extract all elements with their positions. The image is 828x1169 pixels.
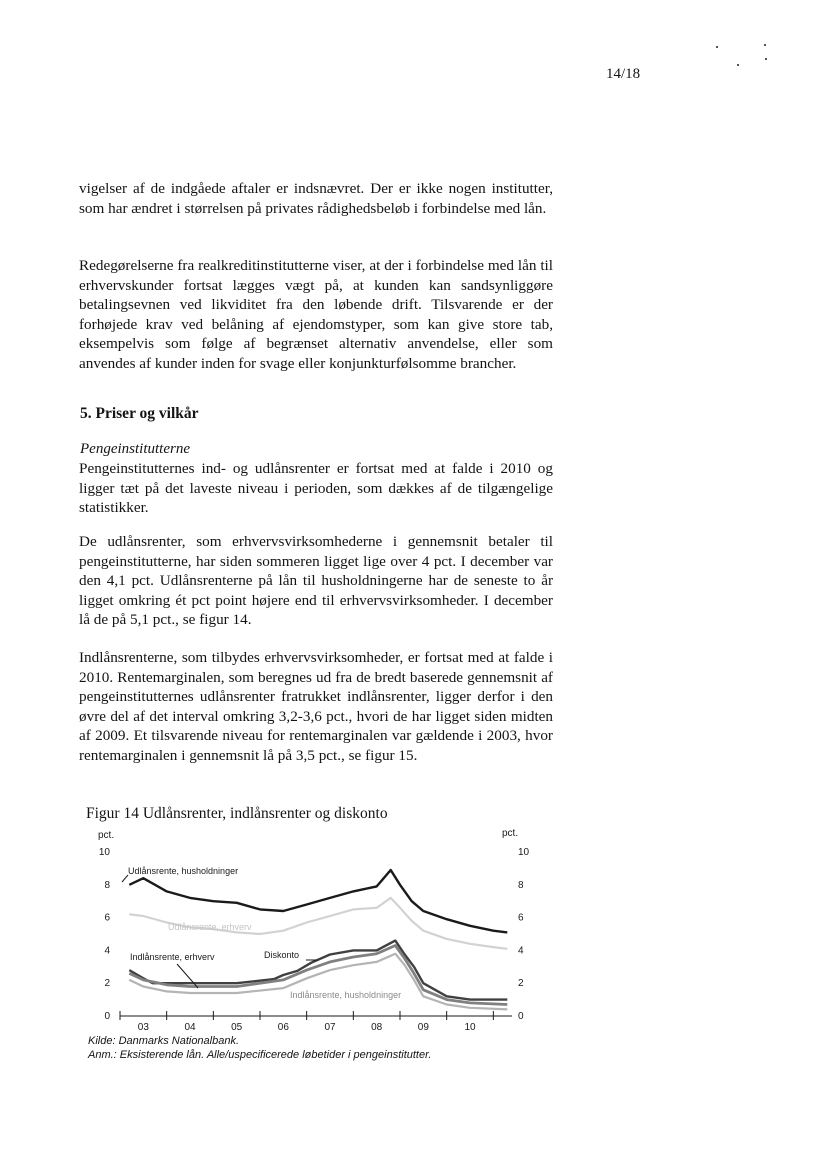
paragraph-3: Pengeinstitutternes ind- og udlånsrenter er fortsat med at falde i 2010 og ligger tæt på det laveste niveau i perioden, som dækkes af de tilgængelige statistikker. <box>79 460 553 517</box>
paragraph-1: vigelser af de indgåede aftaler er indsnævret. Der er ikke nogen institutter, som har ændret i størrelsen på privates rådighedsbeløb i forbindelse med lån. <box>79 180 553 217</box>
scan-speck <box>737 64 739 66</box>
y-tick-label-right: 0 <box>518 1011 524 1022</box>
annotation-label: Udlånsrente, husholdninger <box>128 866 239 876</box>
x-tick-label: 10 <box>464 1022 476 1033</box>
paragraph-4: De udlånsrenter, som erhvervsvirksomhederne i gennemsnit betaler til pengeinstitutterne, har siden sommeren ligget lige over 4 pct. I december var den 4,1 pct. Udlånsrenterne på lån til husholdningerne har de seneste to år ligget omkring ét pct point højere end til erhvervsvirksomheder. I december lå de på 5,1 pct., se figur 14. <box>79 533 553 629</box>
figure-title: Figur 14 Udlånsrenter, indlånsrenter og diskonto <box>86 805 388 822</box>
scan-speck <box>716 46 718 48</box>
x-tick-label: 04 <box>184 1022 196 1033</box>
y-tick-label-left: 10 <box>98 847 110 858</box>
annotation-pointer <box>122 875 128 882</box>
x-tick-label: 07 <box>324 1022 336 1033</box>
y-tick-label-left: 0 <box>104 1011 110 1022</box>
y-tick-label-right: 6 <box>518 912 524 924</box>
subheading: Pengeinstitutterne <box>80 441 190 457</box>
y-tick-label-right: 10 <box>518 847 530 858</box>
y-tick-label-right: 4 <box>518 945 524 957</box>
x-tick-label: 05 <box>231 1022 243 1033</box>
page-number: 14/18 <box>606 66 641 82</box>
x-tick-label: 06 <box>277 1022 289 1033</box>
line-chart <box>80 824 540 1036</box>
y-axis-unit-right: pct. <box>502 828 519 839</box>
y-tick-label-left: 8 <box>104 879 110 891</box>
y-axis-unit-left: pct. <box>98 830 115 841</box>
paragraph-2: Redegørelserne fra realkreditinstitutterne viser, at der i forbindelse med lån til erhvervskunder fortsat lægges vægt på, at kunden kan sandsynliggøre betalingsevnen ved likviditet fra den løbende drift. Tilsvarende er der forhøjede krav ved belåning af ejendomstyper, som kan give store tab, eksempelvis som følge af begrænset alternativ anvendelse, eller som anvendes af kunder inden for svage eller konjunkturfølsomme brancher. <box>79 257 553 372</box>
figure-source: Kilde: Danmarks Nationalbank. <box>88 1035 240 1047</box>
paragraph-5: Indlånsrenterne, som tilbydes erhvervsvirksomheder, er fortsat med at falde i 2010. Rentemarginalen, som beregnes ud fra de bredt baserede gennemsnit af pengeinstitutternes udlånsrenter fratrukket indlånsrenter, ligger derfor i den øvre del af det interval omkring 3,2-3,6 pct., hvori de har ligget siden midten af 2009. Et tilsvarende niveau for rentemarginalen var gældende i 2003, hvor rentemarginalen i gennemsnit lå på 3,5 pct., se figur 15. <box>79 649 553 764</box>
figure-note: Anm.: Eksisterende lån. Alle/uspecificerede løbetider i pengeinstitutter. <box>88 1049 432 1061</box>
x-tick-label: 03 <box>137 1022 149 1033</box>
y-tick-label-left: 4 <box>104 945 110 957</box>
annotation-label: Indlånsrente, husholdninger <box>290 990 402 1000</box>
y-tick-label-right: 8 <box>518 879 524 891</box>
annotation-label: Udlånsrente, erhverv <box>168 922 252 932</box>
y-tick-label-left: 6 <box>104 912 110 924</box>
x-tick-label: 08 <box>371 1022 383 1033</box>
annotation-label: Diskonto <box>264 950 300 960</box>
annotation-label: Indlånsrente, erhverv <box>130 952 215 962</box>
x-tick-label: 09 <box>417 1022 429 1033</box>
scan-speck <box>764 44 766 46</box>
scan-speck <box>765 58 767 60</box>
section-heading: 5. Priser og vilkår <box>80 405 199 422</box>
y-tick-label-right: 2 <box>518 978 524 990</box>
y-tick-label-left: 2 <box>104 978 110 990</box>
